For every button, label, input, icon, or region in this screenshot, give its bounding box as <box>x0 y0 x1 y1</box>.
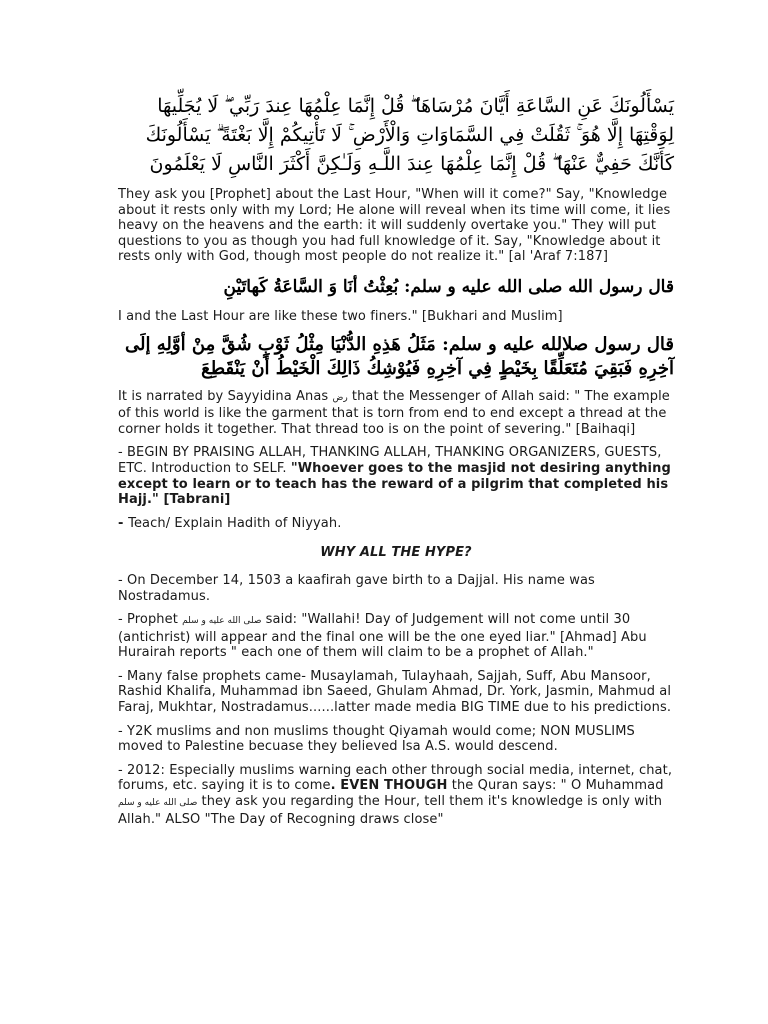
hadith-garment-translation <box>118 389 674 438</box>
begin-paragraph <box>118 445 674 507</box>
verse-translation: They ask you [Prophet] about the Last Hour, "When will it come?" Say, "Knowledge about it rests only with my Lord; He alone will reveal when its time will come, it lies heavy on the heavens and the earth: it will suddenly overtake you." They will put questions to you as though you had full knowledge of it. Say, "Knowledge about it rests only with God, though most people do not realize it." [al 'Araf 7:187] <box>118 187 671 265</box>
section-heading: WHY ALL THE HYPE? <box>320 545 472 561</box>
teach-paragraph <box>118 516 674 532</box>
quran-verse-arabic: يَسْأَلُونَكَ عَنِ السَّاعَةِ أَيَّانَ مُرْسَاهَا ۖ قُلْ إِنَّمَا عِلْمُهَا عِندَ رَبِّي ۖ لَا يُجَلِّيهَا لِوَقْتِهَا إِلَّا هُوَ ۚ ثَقُلَتْ فِي السَّمَاوَاتِ وَالْأَرْضِ ۚ لَا تَأْتِيكُمْ إِلَّا بَغْتَةً ۗ يَسْأَلُونَكَ كَأَنَّكَ حَفِيٌّ عَنْهَا ۖ قُلْ إِنَّمَا عِلْمُهَا عِندَ اللَّـهِ وَلَـٰكِنَّ أَكْثَرَ النَّاسِ لَا يَعْلَمُونَ <box>145 95 674 175</box>
document-page <box>118 92 674 835</box>
prophet-text-end: said: "Wallahi! Day of Judgement will not come until 30 (antichrist) will appear and the final one will be the one eyed liar." [Ahmad] Abu Hurairah reports " each one of them will claim to be a prophet of Allah." <box>118 612 647 661</box>
prophet-paragraph <box>118 612 674 661</box>
y2012-text-end: they ask you regarding the Hour, tell them it's knowledge is only with Allah." ALSO "The Day of Recogning draws close" <box>118 794 663 827</box>
y2012-text-start: - 2012: Especially muslims warning each other through social media, internet, chat, forums, etc. saying it is to come <box>118 762 673 794</box>
radiallahu-honorific: رض <box>332 392 348 403</box>
salawat-honorific: صلى الله عليه و سلم <box>182 616 262 627</box>
hadith-two-fingers-translation: I and the Last Hour are like these two finers." [Bukhari and Muslim] <box>118 308 563 324</box>
y2k-paragraph: - Y2K muslims and non muslims thought Qiyamah would come; NON MUSLIMS moved to Palestine becuase they believed Isa A.S. would descend. <box>118 723 635 755</box>
masjid-hadith-bold: "Whoever goes to the masjid not desiring anything except to learn or to teach has the reward of a pilgrim that completed his Hajj." [Tabrani] <box>118 460 671 508</box>
begin-plain-text: - BEGIN BY PRAISING ALLAH, THANKING ALLAH, THANKING ORGANIZERS, GUESTS, ETC. Introduction to SELF. <box>118 445 662 476</box>
y2012-paragraph <box>118 763 674 827</box>
teach-text: Teach/ Explain Hadith of Niyyah. <box>128 515 342 531</box>
y2012-text-mid: the Quran says: " O Muhammad <box>447 778 664 794</box>
prophet-text-start: - Prophet <box>118 612 183 628</box>
false-prophets-paragraph: - Many false prophets came- Musaylamah, Tulayhaah, Sajjah, Suff, Abu Mansoor, Rashid Khalifa, Muhammad ibn Saeed, Ghulam Ahmad, Dr. York, Jasmin, Mahmud al Faraj, Mukhtar, Nostradamus......latter made media BIG TIME due to his predictions. <box>118 668 672 716</box>
salawat-honorific-2: صلى الله عليه و سلم <box>118 798 198 809</box>
even-though-bold: . EVEN THOUGH <box>330 778 448 794</box>
nostradamus-paragraph: - On December 14, 1503 a kaafirah gave birth to a Dajjal. His name was Nostradamus. <box>118 572 595 604</box>
hadith-two-fingers-arabic: قال رسول الله صلى الله عليه و سلم: بُعِثْتُ أنَا وَ السَّاعَةُ كَهاتَيْنِ <box>223 276 674 297</box>
hadith-garment-text-end: that the Messenger of Allah said: " The example of this world is like the garment that is torn from end to end except a thread at the corner holds it together. That thread too is on the point of severing." [Baihaqi] <box>118 388 670 437</box>
hadith-garment-arabic: قال رسول صلالله عليه و سلم: مَثَلُ هَذِهِ الدُّنْيَا مِثْلُ ثَوْبٍ شُقَّ مِنْ أوَّلِهِ إلَى آخِرِهِ فَبَقِيَ مُتَعَلِّقًا بِخَيْطٍ فِي آخِرِهِ فَيُوْشِكُ ذَالِكَ الْخَيْطُ أَنْ يَنْقَطِعَ <box>125 333 674 379</box>
hadith-garment-text-start: It is narrated by Sayyidina Anas <box>118 388 333 404</box>
teach-dash: - <box>118 515 129 531</box>
